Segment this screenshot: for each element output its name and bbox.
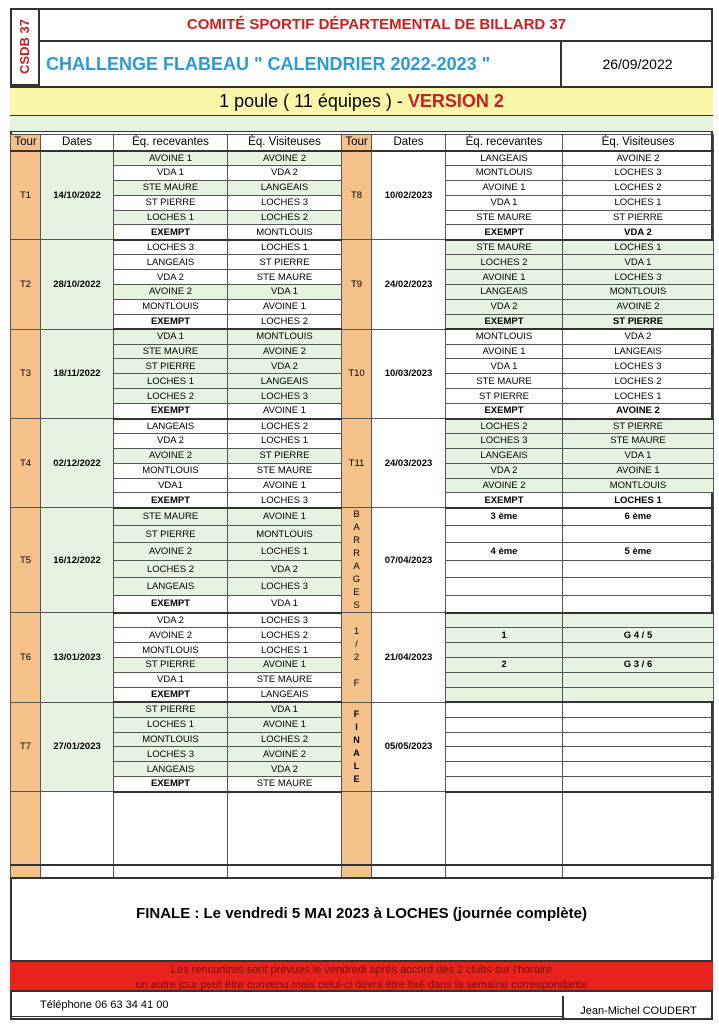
away-team-cell — [563, 595, 714, 613]
home-team-cell: VDA 2 — [114, 270, 228, 285]
away-team-cell: AVOINE 2 — [563, 299, 714, 314]
tour-letter: A — [353, 522, 360, 534]
home-team-cell: ST PIERRE — [446, 389, 563, 404]
home-team-cell: AVOINE 1 — [446, 344, 563, 359]
home-team-cell: STE MAURE — [114, 344, 228, 359]
phone-number: Téléphone 06 63 34 41 00 — [40, 999, 169, 1011]
home-team-cell — [446, 672, 563, 687]
home-team-cell: AVOINE 1 — [446, 270, 563, 285]
away-team-cell: MONTLOUIS — [228, 525, 342, 543]
away-team-cell: MONTLOUIS — [228, 329, 342, 344]
date-cell: 02/12/2022 — [41, 419, 114, 508]
col-home-right: Éq. recevantes — [446, 135, 563, 151]
away-team-cell: MONTLOUIS — [563, 285, 714, 300]
tour-cell: T1 — [11, 151, 41, 240]
home-team-cell: LOCHES 2 — [114, 389, 228, 404]
away-team-cell: STE MAURE — [228, 270, 342, 285]
home-team-cell: LOCHES 1 — [114, 210, 228, 225]
home-team-cell: LANGEAIS — [446, 448, 563, 463]
home-team-cell: EXEMPT — [114, 225, 228, 240]
away-team-cell: LOCHES 2 — [228, 628, 342, 643]
away-team-cell: AVOINE 2 — [228, 151, 342, 166]
away-team-cell: 6 ème — [563, 508, 714, 526]
home-team-cell: EXEMPT — [114, 404, 228, 419]
home-team-cell: ST PIERRE — [114, 702, 228, 717]
home-team-cell: VDA 1 — [446, 195, 563, 210]
home-team-cell: VDA 2 — [446, 463, 563, 478]
home-team-cell: LOCHES 3 — [114, 240, 228, 255]
away-team-cell: VDA 2 — [228, 165, 342, 180]
away-team-cell: VDA 2 — [228, 359, 342, 374]
tour-cell: T6 — [11, 613, 41, 702]
date-cell: 21/04/2023 — [372, 613, 446, 702]
away-team-cell: AVOINE 1 — [228, 404, 342, 419]
away-team-cell: LOCHES 1 — [563, 389, 714, 404]
footer-line — [10, 1016, 562, 1017]
away-team-cell: STE MAURE — [563, 433, 714, 448]
home-team-cell: LOCHES 3 — [114, 747, 228, 762]
home-team-cell: STE MAURE — [446, 374, 563, 389]
date-cell: 14/10/2022 — [41, 151, 114, 240]
away-team-cell: LANGEAIS — [228, 687, 342, 702]
away-team-cell: LOCHES 2 — [228, 314, 342, 329]
home-team-cell — [446, 777, 563, 792]
tour-letter: / — [355, 639, 358, 651]
home-team-cell: MONTLOUIS — [446, 329, 563, 344]
table-row — [11, 419, 714, 434]
away-team-cell: LOCHES 1 — [563, 240, 714, 255]
tour-letter: 1 — [353, 626, 360, 638]
tour-cell-vertical — [342, 508, 372, 613]
home-team-cell: EXEMPT — [446, 225, 563, 240]
poule-banner — [10, 86, 713, 116]
home-team-cell: ST PIERRE — [114, 525, 228, 543]
away-team-cell: LOCHES 2 — [228, 419, 342, 434]
date-cell: 05/05/2023 — [372, 702, 446, 791]
away-team-cell: LOCHES 3 — [563, 165, 714, 180]
home-team-cell — [446, 702, 563, 717]
table-row — [11, 151, 714, 166]
away-team-cell: LOCHES 1 — [228, 240, 342, 255]
home-team-cell — [446, 613, 563, 628]
home-team-cell: LANGEAIS — [114, 255, 228, 270]
date-cell: 16/12/2022 — [41, 508, 114, 613]
home-team-cell — [446, 687, 563, 702]
tour-letter: F — [353, 708, 360, 719]
home-team-cell: LANGEAIS — [446, 151, 563, 166]
spacer-strip — [10, 116, 713, 132]
tour-cell: T4 — [11, 419, 41, 508]
away-team-cell — [563, 702, 714, 717]
home-team-cell: 1 — [446, 628, 563, 643]
away-team-cell — [563, 613, 714, 628]
away-team-cell: LANGEAIS — [228, 180, 342, 195]
away-team-cell: VDA 2 — [228, 762, 342, 777]
col-dates-left: Dates — [41, 135, 114, 151]
home-team-cell: VDA 1 — [446, 359, 563, 374]
away-team-cell: G 3 / 6 — [563, 658, 714, 673]
date-cell: 18/11/2022 — [41, 329, 114, 418]
away-team-cell: LANGEAIS — [228, 374, 342, 389]
tour-letter: A — [353, 561, 360, 573]
finale-announcement: FINALE : Le vendredi 5 MAI 2023 à LOCHES (journée complète) — [10, 864, 713, 960]
away-team-cell — [563, 578, 714, 596]
home-team-cell — [446, 717, 563, 732]
home-team-cell: STE MAURE — [446, 210, 563, 225]
away-team-cell: MONTLOUIS — [228, 225, 342, 240]
home-team-cell: 3 ème — [446, 508, 563, 526]
home-team-cell: MONTLOUIS — [114, 463, 228, 478]
away-team-cell: AVOINE 1 — [228, 717, 342, 732]
table-row — [11, 702, 714, 717]
col-away-left: Éq. Visiteuses — [228, 135, 342, 151]
away-team-cell — [563, 560, 714, 578]
tour-cell: T9 — [342, 240, 372, 329]
date-cell: 28/10/2022 — [41, 240, 114, 329]
home-team-cell: VDA 2 — [446, 299, 563, 314]
table-row — [11, 329, 714, 344]
away-team-cell: AVOINE 2 — [228, 747, 342, 762]
tour-cell: T5 — [11, 508, 41, 613]
tour-cell: T8 — [342, 151, 372, 240]
organization-title: COMITÉ SPORTIF DÉPARTEMENTAL DE BILLARD 37 — [40, 8, 713, 42]
schedule-table — [10, 134, 714, 879]
away-team-cell: AVOINE 1 — [228, 478, 342, 493]
date-cell: 27/01/2023 — [41, 702, 114, 791]
away-team-cell: VDA 1 — [228, 595, 342, 613]
poule-text: 1 poule ( 11 équipes ) - — [219, 91, 408, 111]
tour-letter: R — [353, 548, 360, 560]
away-team-cell: LOCHES 1 — [228, 643, 342, 658]
date-cell: 24/03/2023 — [372, 419, 446, 508]
away-team-cell: LOCHES 1 — [563, 195, 714, 210]
away-team-cell: VDA 2 — [563, 225, 714, 240]
away-team-cell: AVOINE 1 — [228, 299, 342, 314]
tour-letter: L — [353, 760, 360, 771]
home-team-cell: LOCHES 2 — [446, 419, 563, 434]
home-team-cell: LOCHES 1 — [114, 374, 228, 389]
date-cell: 13/01/2023 — [41, 613, 114, 702]
home-team-cell: EXEMPT — [446, 314, 563, 329]
home-team-cell: LANGEAIS — [114, 762, 228, 777]
home-team-cell: STE MAURE — [446, 240, 563, 255]
notice-line-2: un autre jour peut être convenu mais celui-ci devra être fixé dans la semaine correspondante — [135, 979, 588, 991]
tour-cell: T3 — [11, 329, 41, 418]
away-team-cell: VDA 2 — [228, 560, 342, 578]
home-team-cell: MONTLOUIS — [114, 643, 228, 658]
notice-banner — [10, 960, 713, 992]
home-team-cell: STE MAURE — [114, 180, 228, 195]
tour-letter: A — [353, 747, 360, 758]
home-team-cell: EXEMPT — [114, 687, 228, 702]
away-team-cell: LOCHES 1 — [228, 433, 342, 448]
away-team-cell — [563, 525, 714, 543]
away-team-cell: AVOINE 1 — [563, 463, 714, 478]
away-team-cell: STE MAURE — [228, 777, 342, 792]
tour-letter: F — [353, 678, 360, 690]
home-team-cell: 4 ème — [446, 543, 563, 561]
home-team-cell: STE MAURE — [114, 508, 228, 526]
home-team-cell — [446, 595, 563, 613]
issue-date: 26/09/2022 — [602, 56, 673, 72]
home-team-cell: ST PIERRE — [114, 195, 228, 210]
away-team-cell — [563, 672, 714, 687]
home-team-cell: AVOINE 2 — [114, 448, 228, 463]
side-label: CSDB 37 — [16, 18, 32, 74]
home-team-cell: LANGEAIS — [114, 578, 228, 596]
notice-line-1: Les rencontres sont prévues le vendredi après accord des 2 clubs sur l'horaire — [170, 964, 553, 976]
home-team-cell: LOCHES 2 — [446, 255, 563, 270]
home-team-cell: VDA 2 — [114, 433, 228, 448]
tour-letter: N — [353, 734, 360, 745]
side-label-box — [10, 8, 40, 86]
away-team-cell: AVOINE 2 — [563, 151, 714, 166]
date-cell: 07/04/2023 — [372, 508, 446, 613]
home-team-cell: VDA 2 — [114, 613, 228, 628]
home-team-cell: MONTLOUIS — [114, 732, 228, 747]
away-team-cell: VDA 1 — [228, 285, 342, 300]
away-team-cell — [563, 762, 714, 777]
challenge-title: CHALLENGE FLABEAU " CALENDRIER 2022-2023 " — [40, 42, 562, 86]
away-team-cell: AVOINE 1 — [228, 508, 342, 526]
home-team-cell: ST PIERRE — [114, 658, 228, 673]
away-team-cell: LOCHES 2 — [228, 210, 342, 225]
tour-letter: B — [353, 509, 360, 521]
home-team-cell: EXEMPT — [446, 404, 563, 419]
tour-letter: 2 — [353, 652, 360, 664]
home-team-cell — [446, 643, 563, 658]
tour-cell-vertical — [342, 702, 372, 791]
away-team-cell: AVOINE 1 — [228, 658, 342, 673]
signature: Jean-Michel COUDERT — [562, 996, 713, 1020]
home-team-cell: EXEMPT — [114, 314, 228, 329]
home-team-cell: AVOINE 2 — [114, 543, 228, 561]
away-team-cell: LANGEAIS — [563, 344, 714, 359]
table-row — [11, 613, 714, 628]
away-team-cell: ST PIERRE — [563, 419, 714, 434]
tour-cell: T11 — [342, 419, 372, 508]
home-team-cell: EXEMPT — [114, 595, 228, 613]
away-team-cell: ST PIERRE — [228, 448, 342, 463]
home-team-cell — [446, 747, 563, 762]
away-team-cell: G 4 / 5 — [563, 628, 714, 643]
home-team-cell: EXEMPT — [114, 777, 228, 792]
away-team-cell: LOCHES 3 — [563, 270, 714, 285]
home-team-cell — [446, 578, 563, 596]
away-team-cell: LOCHES 2 — [228, 732, 342, 747]
tour-letter: G — [352, 574, 361, 586]
home-team-cell: VDA 1 — [114, 672, 228, 687]
home-team-cell: AVOINE 2 — [114, 628, 228, 643]
away-team-cell — [563, 732, 714, 747]
away-team-cell: LOCHES 3 — [563, 359, 714, 374]
tour-letter: S — [353, 600, 360, 612]
home-team-cell: 2 — [446, 658, 563, 673]
date-cell: 10/02/2023 — [372, 151, 446, 240]
home-team-cell: LANGEAIS — [114, 419, 228, 434]
away-team-cell: LOCHES 3 — [228, 613, 342, 628]
away-team-cell — [563, 687, 714, 702]
tour-cell-vertical — [342, 613, 372, 702]
home-team-cell: AVOINE 2 — [114, 285, 228, 300]
home-team-cell — [446, 732, 563, 747]
table-row — [11, 240, 714, 255]
tour-cell: T10 — [342, 329, 372, 418]
away-team-cell: MONTLOUIS — [563, 478, 714, 493]
home-team-cell: VDA1 — [114, 478, 228, 493]
away-team-cell: LOCHES 3 — [228, 578, 342, 596]
away-team-cell: VDA 1 — [563, 448, 714, 463]
away-team-cell: STE MAURE — [228, 463, 342, 478]
away-team-cell: LOCHES 3 — [228, 493, 342, 508]
home-team-cell: LOCHES 1 — [114, 717, 228, 732]
tour-letter: E — [353, 587, 360, 599]
col-home-left: Éq. recevantes — [114, 135, 228, 151]
away-team-cell — [563, 643, 714, 658]
col-tour-right: Tour — [342, 135, 372, 151]
away-team-cell: ST PIERRE — [228, 255, 342, 270]
date-cell: 24/02/2023 — [372, 240, 446, 329]
tour-cell: T7 — [11, 702, 41, 791]
home-team-cell: AVOINE 2 — [446, 478, 563, 493]
tour-letter — [342, 664, 371, 677]
col-dates-right: Dates — [372, 135, 446, 151]
tour-letter: E — [353, 773, 360, 784]
col-tour-left: Tour — [11, 135, 41, 151]
tour-letter: R — [353, 535, 360, 547]
tour-cell: T2 — [11, 240, 41, 329]
home-team-cell: AVOINE 1 — [114, 151, 228, 166]
away-team-cell — [563, 747, 714, 762]
version-label: VERSION 2 — [407, 91, 504, 111]
home-team-cell: LANGEAIS — [446, 285, 563, 300]
date-cell: 10/03/2023 — [372, 329, 446, 418]
home-team-cell: MONTLOUIS — [446, 165, 563, 180]
away-team-cell: LOCHES 1 — [228, 543, 342, 561]
home-team-cell — [446, 762, 563, 777]
col-away-right: Éq. Visiteuses — [563, 135, 714, 151]
home-team-cell: MONTLOUIS — [114, 299, 228, 314]
away-team-cell: AVOINE 2 — [563, 404, 714, 419]
table-row — [11, 508, 714, 526]
away-team-cell: LOCHES 2 — [563, 374, 714, 389]
home-team-cell: EXEMPT — [114, 493, 228, 508]
away-team-cell: LOCHES 3 — [228, 195, 342, 210]
away-team-cell: STE MAURE — [228, 672, 342, 687]
away-team-cell: LOCHES 2 — [563, 180, 714, 195]
home-team-cell — [446, 560, 563, 578]
home-team-cell: ST PIERRE — [114, 359, 228, 374]
home-team-cell: LOCHES 3 — [446, 433, 563, 448]
away-team-cell: AVOINE 2 — [228, 344, 342, 359]
away-team-cell: ST PIERRE — [563, 314, 714, 329]
table-header-row — [11, 135, 714, 151]
home-team-cell: AVOINE 1 — [446, 180, 563, 195]
home-team-cell — [446, 525, 563, 543]
away-team-cell: VDA 1 — [228, 702, 342, 717]
away-team-cell: LOCHES 1 — [563, 493, 714, 508]
away-team-cell — [563, 717, 714, 732]
tour-letter: I — [355, 721, 358, 732]
away-team-cell — [563, 777, 714, 792]
away-team-cell: ST PIERRE — [563, 210, 714, 225]
home-team-cell: VDA 1 — [114, 329, 228, 344]
home-team-cell: EXEMPT — [446, 493, 563, 508]
away-team-cell: 5 ème — [563, 543, 714, 561]
home-team-cell: LOCHES 2 — [114, 560, 228, 578]
away-team-cell: LOCHES 3 — [228, 389, 342, 404]
away-team-cell: VDA 1 — [563, 255, 714, 270]
away-team-cell: VDA 2 — [563, 329, 714, 344]
home-team-cell: VDA 1 — [114, 165, 228, 180]
